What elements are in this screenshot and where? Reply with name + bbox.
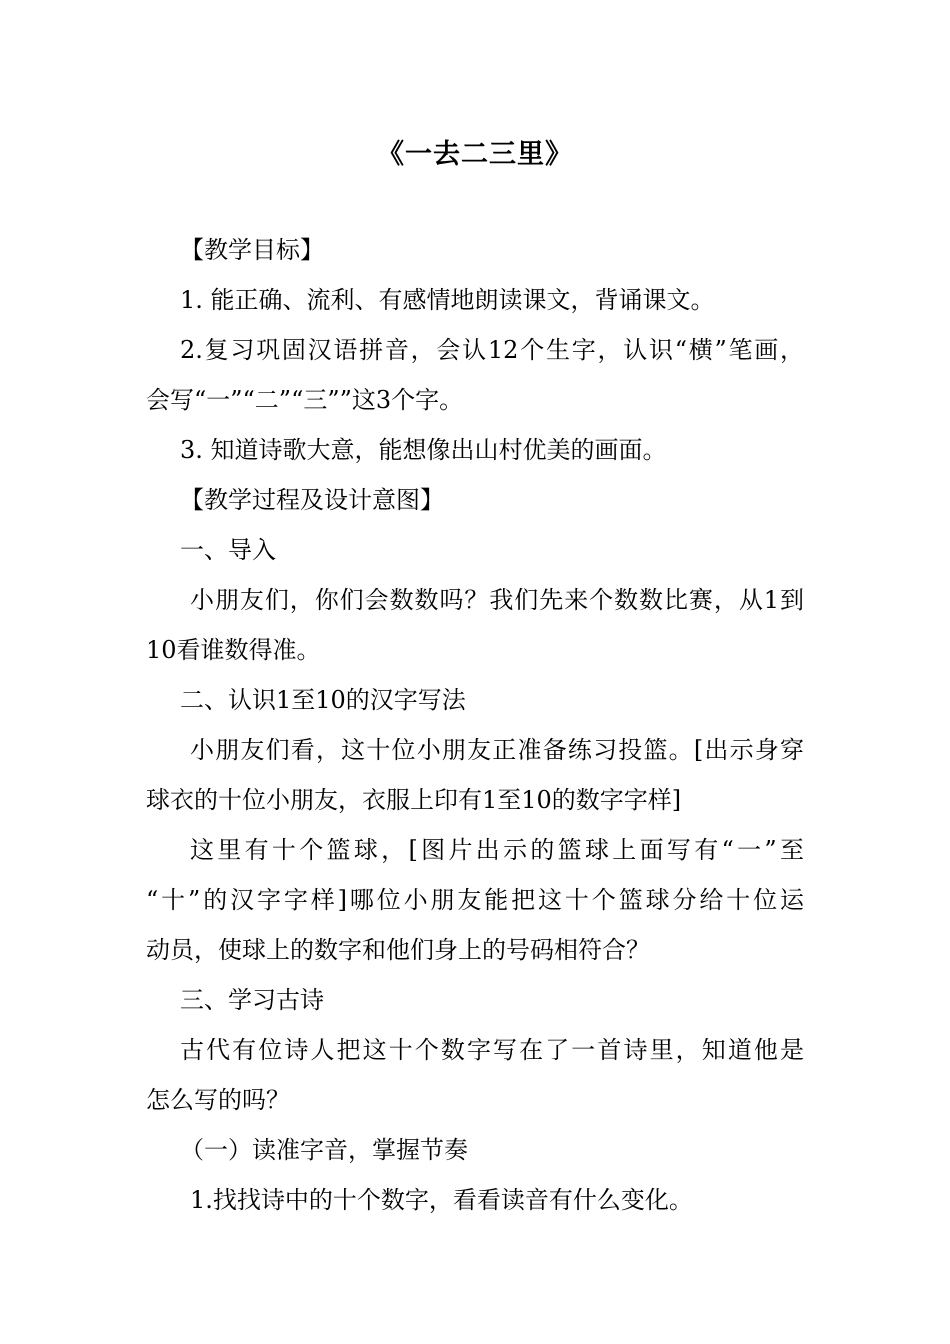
subheading-reading: （一）读准字音，掌握节奏 <box>180 1136 468 1164</box>
paragraph-line: 10看谁数得准。 <box>146 636 321 664</box>
objective-item-3: 3. 知道诗歌大意，能想像出山村优美的画面。 <box>180 436 667 464</box>
paragraph-line: 这里有十个篮球，[图片出示的篮球上面写有“一”至 <box>190 836 804 864</box>
objective-item-2-cont: 会写“一”“二”“三””这3个字。 <box>146 386 464 414</box>
paragraph-line: 动员，使球上的数字和他们身上的号码相符合？ <box>146 936 650 964</box>
paragraph-line: 球衣的十位小朋友，衣服上印有1至10的数字字样] <box>146 786 682 814</box>
paragraph-line: 小朋友们看，这十位小朋友正准备练习投篮。[出示身穿 <box>190 736 804 764</box>
paragraph-line: 小朋友们，你们会数数吗？我们先来个数数比赛，从1到 <box>190 586 804 614</box>
objective-item-1: 1. 能正确、流利、有感情地朗读课文，背诵课文。 <box>180 286 715 314</box>
section-heading-objectives: 【教学目标】 <box>180 236 324 264</box>
subheading-poem: 三、学习古诗 <box>180 986 324 1014</box>
list-item: 1.找找诗中的十个数字，看看读音有什么变化。 <box>190 1186 693 1214</box>
paragraph-line: 古代有位诗人把这十个数字写在了一首诗里，知道他是 <box>180 1036 804 1064</box>
paragraph-line: “十”的汉字字样]哪位小朋友能把这十个篮球分给十位运 <box>146 886 804 914</box>
section-heading-process: 【教学过程及设计意图】 <box>180 486 444 514</box>
subheading-intro: 一、导入 <box>180 536 276 564</box>
objective-item-2: 2.复习巩固汉语拼音，会认12个生字，认识“横”笔画， <box>180 336 804 364</box>
paragraph-line: 怎么写的吗？ <box>146 1086 290 1114</box>
subheading-numbers: 二、认识1至10的汉字写法 <box>180 686 466 714</box>
document-title: 《一去二三里》 <box>377 139 573 170</box>
